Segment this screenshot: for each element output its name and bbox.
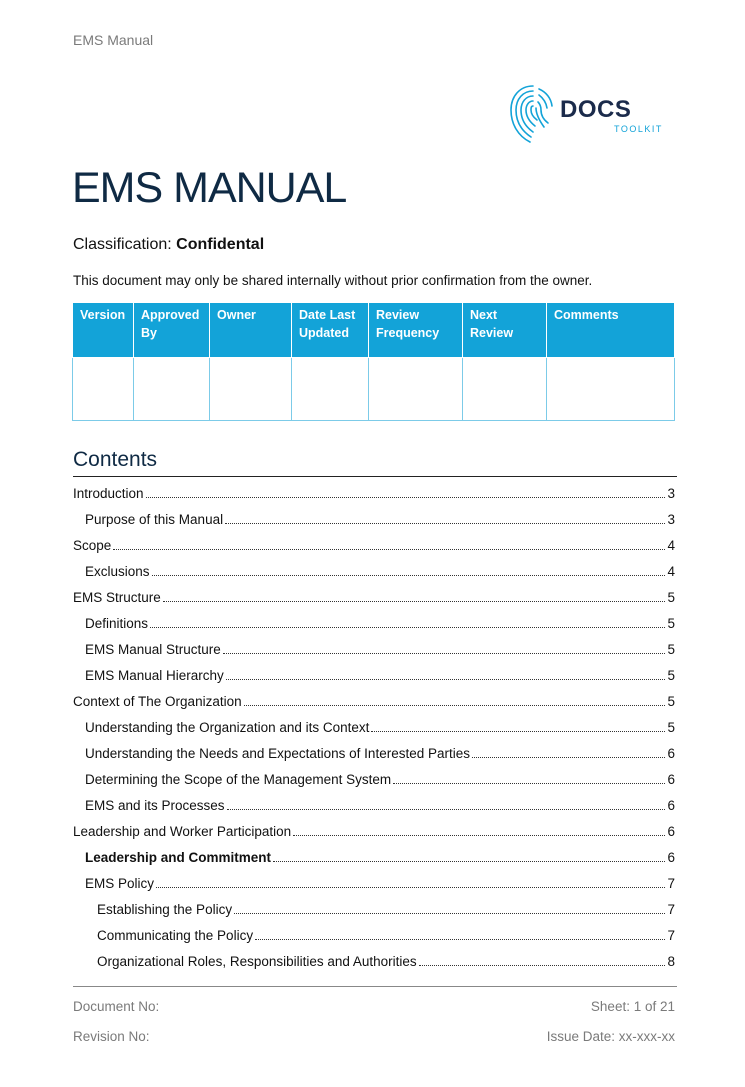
toc-entry-label: Exclusions [85, 563, 150, 579]
toc-entry-label: Establishing the Policy [97, 901, 233, 917]
toc-entry-page: 5 [667, 719, 675, 735]
toc-entry-label: Purpose of this Manual [85, 511, 224, 527]
toc-entry[interactable] [73, 870, 675, 896]
toc-entry[interactable] [73, 948, 675, 974]
toc-entry-label: Determining the Scope of the Management System [85, 771, 392, 787]
toc-entry[interactable] [73, 844, 675, 870]
toc-entry[interactable] [73, 662, 675, 688]
column-header: Date Last Updated [292, 303, 369, 358]
toc-entry-page: 6 [667, 849, 675, 865]
toc-entry-page: 3 [667, 485, 675, 501]
document-title: EMS MANUAL [72, 164, 347, 212]
toc-entry[interactable] [73, 922, 675, 948]
table-cell[interactable] [134, 358, 210, 421]
toc-entry-label: EMS Structure [73, 589, 161, 605]
toc-entry-page: 3 [667, 511, 675, 527]
toc-entry-label: Definitions [85, 615, 149, 631]
toc-entry[interactable] [73, 558, 675, 584]
table-cell[interactable] [463, 358, 547, 421]
table-header-row [73, 303, 675, 358]
table-cell[interactable] [210, 358, 292, 421]
footer-divider [73, 986, 677, 987]
toc-entry-page: 7 [667, 901, 675, 917]
toc-entry-label: Communicating the Policy [97, 927, 254, 943]
contents-divider [73, 476, 677, 477]
toc-entry[interactable] [73, 480, 675, 506]
toc-entry-page: 5 [667, 693, 675, 709]
toc-entry-page: 6 [667, 771, 675, 787]
toc-entry-label: Leadership and Commitment [85, 849, 272, 865]
toc-entry-page: 6 [667, 797, 675, 813]
toc-dot-leader [225, 523, 665, 524]
toc-entry-label: EMS Manual Structure [85, 641, 221, 657]
toc-entry[interactable] [73, 506, 675, 532]
toc-dot-leader [152, 575, 666, 576]
toc-dot-leader [156, 887, 665, 888]
toc-entry-page: 4 [667, 537, 675, 553]
logo-wordmark: DOCS [560, 96, 632, 123]
table-cell[interactable] [73, 358, 134, 421]
table-row [73, 358, 675, 421]
toc-dot-leader [150, 627, 665, 628]
document-info-table [72, 302, 675, 421]
column-header: Comments [547, 303, 675, 358]
toc-entry-page: 7 [667, 927, 675, 943]
toc-dot-leader [223, 653, 666, 654]
toc-entry[interactable] [73, 818, 675, 844]
toc-dot-leader [146, 497, 666, 498]
page-header: EMS Manual [73, 32, 154, 48]
contents-heading: Contents [73, 448, 158, 471]
toc-dot-leader [227, 809, 666, 810]
sheet-number: Sheet: 1 of 21 [590, 999, 675, 1014]
logo-subtitle: TOOLKIT [614, 124, 663, 134]
toc-entry-label: Context of The Organization [73, 693, 242, 709]
toc-entry[interactable] [73, 532, 675, 558]
toc-entry[interactable] [73, 688, 675, 714]
toc-entry-label: Understanding the Organization and its Context [85, 719, 370, 735]
toc-dot-leader [472, 757, 665, 758]
toc-entry[interactable] [73, 896, 675, 922]
toc-entry-page: 8 [667, 953, 675, 969]
toc-entry-label: EMS Policy [85, 875, 155, 891]
table-of-contents [73, 480, 675, 974]
toc-entry-label: Leadership and Worker Participation [73, 823, 292, 839]
toc-entry[interactable] [73, 766, 675, 792]
toc-entry[interactable] [73, 714, 675, 740]
toc-entry[interactable] [73, 792, 675, 818]
toc-entry-page: 5 [667, 589, 675, 605]
toc-entry-page: 6 [667, 745, 675, 761]
toc-entry-label: EMS and its Processes [85, 797, 225, 813]
table-cell[interactable] [292, 358, 369, 421]
column-header: Next Review [463, 303, 547, 358]
toc-dot-leader [419, 965, 666, 966]
classification-value: Confidental [176, 236, 265, 253]
toc-entry-label: Scope [73, 537, 112, 553]
toc-entry[interactable] [73, 584, 675, 610]
toc-dot-leader [293, 835, 665, 836]
toc-entry-page: 6 [667, 823, 675, 839]
toc-entry-page: 7 [667, 875, 675, 891]
classification-line [73, 236, 264, 254]
toc-dot-leader [273, 861, 665, 862]
toc-entry-page: 5 [667, 615, 675, 631]
column-header: Owner [210, 303, 292, 358]
column-header: Approved By [134, 303, 210, 358]
toc-entry-label: Organizational Roles, Responsibilities and Authorities [97, 953, 417, 969]
toc-dot-leader [393, 783, 665, 784]
toc-dot-leader [226, 679, 666, 680]
table-cell[interactable] [369, 358, 463, 421]
toc-entry[interactable] [73, 740, 675, 766]
toc-dot-leader [234, 913, 665, 914]
toc-entry-label: Understanding the Needs and Expectations of Interested Parties [85, 745, 470, 761]
toc-dot-leader [113, 549, 665, 550]
toc-entry-label: Introduction [73, 485, 144, 501]
revision-number: Revision No: [73, 1029, 150, 1044]
toc-entry-page: 5 [667, 641, 675, 657]
document-number: Document No: [73, 999, 160, 1014]
toc-entry-page: 4 [667, 563, 675, 579]
fingerprint-icon [506, 80, 560, 146]
docs-toolkit-logo [506, 80, 676, 146]
classification-label: Classification: [73, 236, 177, 253]
toc-entry-label: EMS Manual Hierarchy [85, 667, 224, 683]
toc-entry-page: 5 [667, 667, 675, 683]
column-header: Review Frequency [369, 303, 463, 358]
table-cell[interactable] [547, 358, 675, 421]
issue-date: Issue Date: xx-xxx-xx [546, 1029, 675, 1044]
column-header: Version [73, 303, 134, 358]
sharing-notice: This document may only be shared internally without prior confirmation from the owner. [73, 273, 593, 288]
toc-dot-leader [371, 731, 665, 732]
toc-dot-leader [163, 601, 666, 602]
toc-entry[interactable] [73, 636, 675, 662]
toc-dot-leader [255, 939, 665, 940]
toc-entry[interactable] [73, 610, 675, 636]
toc-dot-leader [244, 705, 666, 706]
